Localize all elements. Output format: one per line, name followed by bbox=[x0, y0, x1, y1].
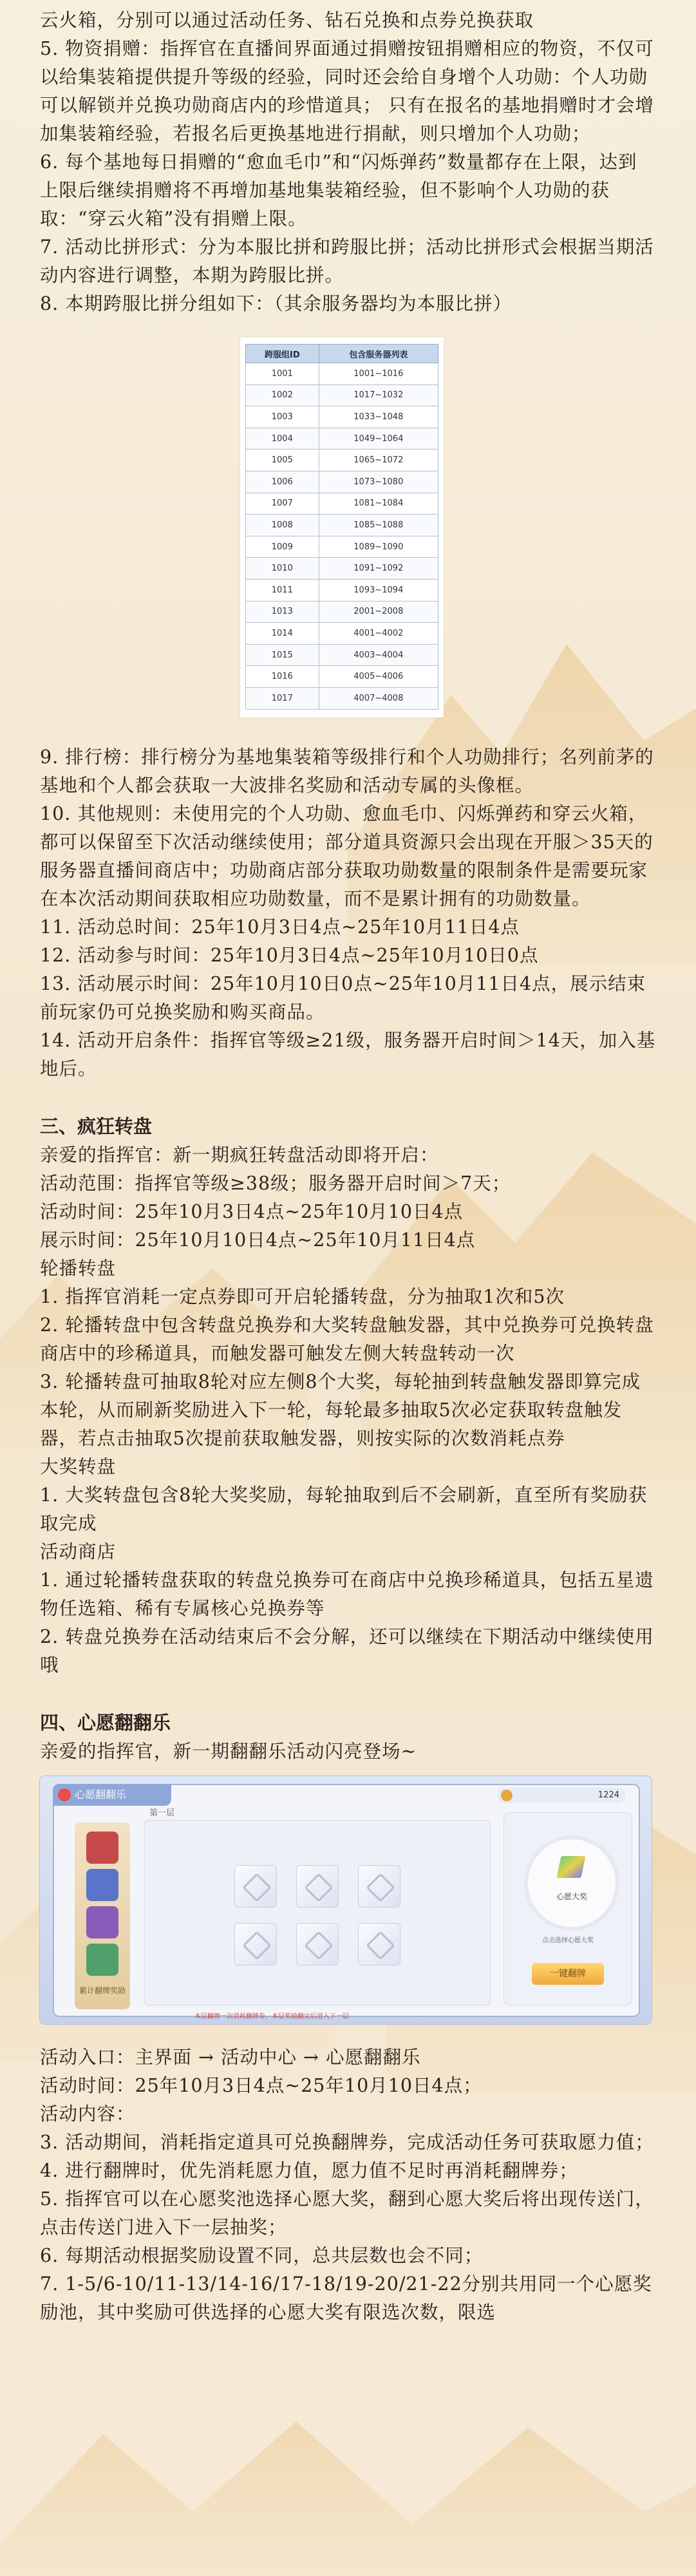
rule-9-ranking: 9. 排行榜：排行榜分为基地集装箱等级排行和个人功勋排行；名列前茅的基地和个人都会获取一大波排名奖励和活动专属的头像框。 bbox=[40, 746, 654, 796]
rule-14-condition: 14. 活动开启条件：指挥官等级≥21级，服务器开启时间＞14天，加入基地后。 bbox=[40, 1029, 656, 1079]
section-wish-flip bbox=[40, 1708, 656, 2327]
table-row bbox=[246, 536, 438, 558]
wish-note: 点击选择心愿大奖 bbox=[542, 1937, 594, 1944]
ticket-count: 1224 bbox=[597, 1790, 619, 1800]
table-body bbox=[246, 363, 438, 710]
cell-server-range: 1001~1016 bbox=[319, 363, 438, 385]
cell-group-id: 1001 bbox=[246, 363, 319, 385]
col-server-list: 包含服务器列表 bbox=[319, 345, 438, 363]
rule-line: 云火箱，分别可以通过活动任务、钻石兑换和点券兑换获取 bbox=[40, 10, 534, 31]
section-title: 三、疯狂转盘 bbox=[40, 1115, 153, 1137]
table-row bbox=[246, 471, 438, 493]
rule-7-mode: 7. 活动比拼形式：分为本服比拼和跨服比拼；活动比拼形式会根据当期活动内容进行调整，本期为跨服比拼。 bbox=[40, 236, 654, 286]
cell-group-id: 1006 bbox=[246, 471, 319, 493]
rule-6-limit: 6. 每个基地每日捐赠的“愈血毛巾”和“闪烁弹药”数量都存在上限，达到上限后继续捐赠将不再增加基地集装箱经验，但不影响个人功勋的获取：“穿云火箱”没有捐赠上限。 bbox=[40, 151, 637, 229]
cell-server-range: 1085~1088 bbox=[319, 515, 438, 536]
subheading: 活动商店 bbox=[40, 1540, 117, 1562]
table-row bbox=[246, 363, 438, 385]
flip-card[interactable] bbox=[358, 1865, 400, 1908]
table-row bbox=[246, 666, 438, 688]
flip-card[interactable] bbox=[296, 1923, 339, 1965]
reward-icon[interactable] bbox=[86, 1906, 118, 1938]
rule-5-donation: 5. 物资捐赠：指挥官在直播间界面通过捐赠按钮捐赠相应的物资，不仅可以给集装箱提供提升等级的经验，同时还会给自身增个人功勋：个人功勋可以解锁并兑换功勋商店内的珍惜道具； 只有在报名的基地捐赠时才会增加集装箱经验，若报名后更换基地进行捐献，则只增加个人功勋； bbox=[40, 38, 655, 144]
cell-group-id: 1002 bbox=[246, 384, 319, 406]
cell-server-range: 4005~4006 bbox=[319, 666, 438, 688]
rule-11-total-time: 11. 活动总时间：25年10月3日4点~25年10月11日4点 bbox=[40, 916, 520, 938]
flip-board bbox=[144, 1820, 491, 2005]
table-header-row bbox=[246, 345, 438, 363]
wish-panel bbox=[503, 1812, 632, 2005]
list-item: 2. 轮播转盘中包含转盘兑换券和大奖转盘触发器，其中兑换券可兑换转盘商店中的珍稀道具，而触发器可触发左侧大转盘转动一次 bbox=[40, 1314, 654, 1364]
cell-server-range: 1065~1072 bbox=[319, 450, 438, 471]
reward-icon[interactable] bbox=[86, 1832, 118, 1864]
tab-label: 心愿翻翻乐 bbox=[75, 1788, 127, 1801]
list-item: 1. 大奖转盘包含8轮大奖奖励，每轮抽取到后不会刷新，直至所有奖励获取完成 bbox=[40, 1484, 648, 1534]
rules-block-2 bbox=[40, 743, 656, 1083]
cell-group-id: 1010 bbox=[246, 558, 319, 580]
flip-all-button[interactable]: 一键翻牌 bbox=[532, 1963, 604, 1985]
table-row bbox=[246, 515, 438, 536]
cell-group-id: 1017 bbox=[246, 687, 319, 709]
section-line: 亲爱的指挥官：新一期疯狂转盘活动即将开启： bbox=[40, 1144, 439, 1166]
cell-group-id: 1008 bbox=[246, 515, 319, 536]
cell-group-id: 1015 bbox=[246, 644, 319, 666]
section-line: 展示时间：25年10月10日4点~25年10月11日4点 bbox=[40, 1229, 476, 1251]
cell-group-id: 1016 bbox=[246, 666, 319, 688]
cell-group-id: 1004 bbox=[246, 428, 319, 450]
flip-card[interactable] bbox=[234, 1923, 277, 1965]
subheading: 大奖转盘 bbox=[40, 1455, 117, 1477]
game-window bbox=[53, 1784, 640, 2020]
cell-server-range: 1091~1092 bbox=[319, 558, 438, 580]
rule-13-display-time: 13. 活动展示时间：25年10月10日0点~25年10月11日4点，展示结束前玩家仍可兑换奖励和购买商品。 bbox=[40, 972, 646, 1023]
list-item: 7. 1-5/6-10/11-13/14-16/17-18/19-20/21-22分别共用同一个心愿奖励池，其中奖励可供选择的心愿大奖有限选次数，限选 bbox=[40, 2273, 652, 2323]
list-item: 2. 转盘兑换券在活动结束后不会分解，还可以继续在下期活动中继续使用哦 bbox=[40, 1625, 654, 1676]
section-line: 活动时间：25年10月3日4点~25年10月10日4点 bbox=[40, 1200, 464, 1222]
rules-block-1 bbox=[40, 0, 656, 318]
side-label: 累计翻牌奖励 bbox=[79, 1985, 126, 1995]
cell-server-range: 1081~1084 bbox=[319, 493, 438, 515]
wish-ring[interactable] bbox=[524, 1835, 619, 1931]
list-item: 3. 活动期间，消耗指定道具可兑换翻牌券，完成活动任务可获取愿力值； bbox=[40, 2131, 654, 2153]
subheading: 轮播转盘 bbox=[40, 1257, 117, 1279]
col-group-id: 跨服组ID bbox=[246, 345, 319, 363]
add-ticket-icon[interactable] bbox=[501, 1790, 513, 1801]
cell-group-id: 1003 bbox=[246, 406, 319, 428]
section-title: 四、心愿翻翻乐 bbox=[40, 1711, 171, 1734]
cell-group-id: 1005 bbox=[246, 450, 319, 471]
cell-group-id: 1013 bbox=[246, 601, 319, 623]
cell-server-range: 2001~2008 bbox=[319, 601, 438, 623]
table-row bbox=[246, 493, 438, 515]
table-row bbox=[246, 558, 438, 580]
event-icon bbox=[58, 1788, 71, 1801]
tab-wish-flip[interactable] bbox=[53, 1784, 171, 1806]
table-row bbox=[246, 406, 438, 428]
cell-server-range: 1033~1048 bbox=[319, 406, 438, 428]
list-item: 4. 进行翻牌时，优先消耗愿力值，愿力值不足时再消耗翻牌券； bbox=[40, 2159, 578, 2181]
flip-card[interactable] bbox=[358, 1923, 400, 1965]
cell-server-range: 4001~4002 bbox=[319, 623, 438, 645]
list-item: 3. 轮播转盘可抽取8轮对应左侧8个大奖，每轮抽到转盘触发器即算完成本轮，从而刷新奖励进入下一轮，每轮最多抽取5次必定获取转盘触发器，若点击抽取5次提前获取触发器，则按实际的次数消耗点券 bbox=[40, 1370, 641, 1449]
flip-card[interactable] bbox=[234, 1865, 277, 1908]
cell-group-id: 1009 bbox=[246, 536, 319, 558]
wish-label: 心愿大奖 bbox=[556, 1891, 587, 1901]
server-group-table bbox=[245, 344, 438, 710]
rule-10-other: 10. 其他规则：未使用完的个人功勋、愈血毛巾、闪烁弹药和穿云火箱，都可以保留至下次活动继续使用；部分道具资源只会出现在开服＞35天的服务器直播间商店中；功勋商店部分获取功勋数量的限制条件是需要玩家在本次活动期间获取相应功勋数量，而不是累计拥有的功勋数量。 bbox=[40, 802, 654, 909]
table-row bbox=[246, 428, 438, 450]
game-screenshot bbox=[40, 1776, 652, 2024]
cell-server-range: 1093~1094 bbox=[319, 579, 438, 601]
table-row bbox=[246, 601, 438, 623]
cell-group-id: 1014 bbox=[246, 623, 319, 645]
table-row bbox=[246, 623, 438, 645]
section-line: 活动入口：主界面 → 活动中心 → 心愿翻翻乐 bbox=[40, 2046, 421, 2068]
cell-group-id: 1007 bbox=[246, 493, 319, 515]
section-line: 活动时间：25年10月3日4点~25年10月10日4点； bbox=[40, 2074, 482, 2096]
rule-12-join-time: 12. 活动参与时间：25年10月3日4点~25年10月10日0点 bbox=[40, 944, 539, 966]
table-row bbox=[246, 687, 438, 709]
wish-reward-icon bbox=[556, 1856, 585, 1878]
list-item: 1. 指挥官消耗一定点券即可开启轮播转盘，分为抽取1次和5次 bbox=[40, 1285, 565, 1307]
cell-server-range: 4007~4008 bbox=[319, 687, 438, 709]
cell-server-range: 1089~1090 bbox=[319, 536, 438, 558]
list-item: 1. 通过轮播转盘获取的转盘兑换券可在商店中兑换珍稀道具，包括五星遗物任选箱、稀有专属核心兑换券等 bbox=[40, 1569, 654, 1619]
stage-label: 第一层 bbox=[149, 1808, 175, 1818]
cell-server-range: 1073~1080 bbox=[319, 471, 438, 493]
section-crazy-wheel bbox=[40, 1112, 656, 1680]
cell-server-range: 1049~1064 bbox=[319, 428, 438, 450]
reward-icon[interactable] bbox=[86, 1944, 118, 1976]
table-row bbox=[246, 579, 438, 601]
reward-sidebar bbox=[75, 1823, 130, 2009]
section-intro: 亲爱的指挥官，新一期翻翻乐活动闪亮登场~ bbox=[40, 1740, 417, 1762]
table-row bbox=[246, 384, 438, 406]
footer-note: 本层翻牌一次消耗翻牌券，本层奖励翻完后进入下一层 bbox=[194, 2012, 349, 2020]
cell-group-id: 1011 bbox=[246, 579, 319, 601]
rule-8-groups: 8. 本期跨服比拼分组如下：（其余服务器均为本服比拼） bbox=[40, 293, 513, 314]
section-line: 活动范围：指挥官等级≥38级；服务器开启时间＞7天； bbox=[40, 1172, 511, 1194]
table-row bbox=[246, 644, 438, 666]
server-group-table-card bbox=[240, 337, 444, 717]
table-row bbox=[246, 450, 438, 471]
list-item: 5. 指挥官可以在心愿奖池选择心愿大奖，翻到心愿大奖后将出现传送门，点击传送门进入下一层抽奖； bbox=[40, 2188, 654, 2238]
flip-card[interactable] bbox=[296, 1865, 339, 1908]
ticket-counter bbox=[497, 1788, 626, 1803]
cell-server-range: 1017~1032 bbox=[319, 384, 438, 406]
list-item: 6. 每期活动根据奖励设置不同，总共层数也会不同； bbox=[40, 2244, 484, 2266]
section-line: 活动内容： bbox=[40, 2103, 135, 2125]
reward-icon[interactable] bbox=[86, 1869, 118, 1901]
cell-server-range: 4003~4004 bbox=[319, 644, 438, 666]
